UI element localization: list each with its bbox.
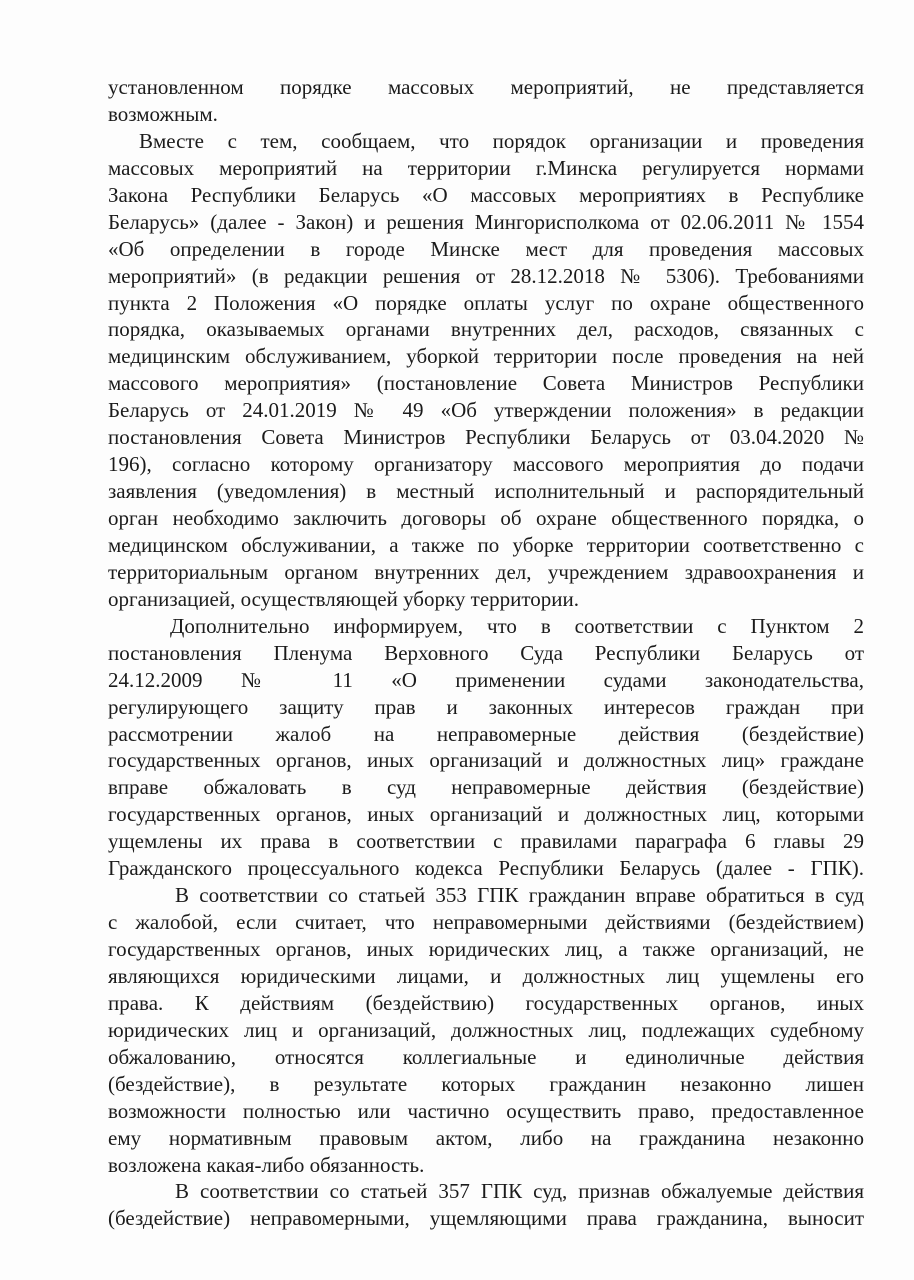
text-line: вправе обжаловать в суд неправомерные действия (бездействие)	[108, 775, 864, 800]
text-line: «Об определении в городе Минске мест для проведения массовых	[108, 236, 864, 261]
text-line: ущемлены их права в соответствии с правилами параграфа 6 главы 29	[108, 829, 864, 854]
text-line: 196), согласно которому организатору массового мероприятия до подачи	[108, 452, 864, 477]
text-line: порядка, оказываемых органами внутренних дел, расходов, связанных с	[108, 317, 864, 342]
text-line: мероприятий» (в редакции решения от 28.12.2018 № 5306). Требованиями	[108, 263, 864, 288]
text-line: постановления Пленума Верховного Суда Республики Беларусь от	[108, 640, 864, 665]
text-line: Закона Республики Беларусь «О массовых мероприятиях в Республике	[108, 182, 864, 207]
text-line: постановления Совета Министров Республики Беларусь от 03.04.2020 №	[108, 425, 864, 450]
text-line: с жалобой, если считает, что неправомерными действиями (бездействием)	[108, 910, 864, 935]
text-line: регулирующего защиту прав и законных интересов граждан при	[108, 694, 864, 719]
text-line: массовых мероприятий на территории г.Минска регулируется нормами	[108, 155, 864, 180]
text-line: государственных органов, иных организаций и должностных лиц» граждане	[108, 748, 864, 773]
text-line: права. К действиям (бездействию) государственных органов, иных	[108, 990, 864, 1015]
text-line: пункта 2 Положения «О порядке оплаты услуг по охране общественного	[108, 290, 864, 315]
paragraph-start-line: В соответствии со статьей 357 ГПК суд, признав обжалуемые действия	[175, 1179, 864, 1204]
text-line: организацией, осуществляющей уборку территории.	[108, 586, 580, 611]
text-line: территориальным органом внутренних дел, учреждением здравоохранения и	[108, 559, 864, 584]
text-line: рассмотрении жалоб на неправомерные действия (бездействие)	[108, 721, 864, 746]
paragraph-start-line: Вместе с тем, сообщаем, что порядок организации и проведения	[139, 128, 864, 153]
text-line: 24.12.2009 № 11 «О применении судами законодательства,	[108, 667, 864, 692]
text-line: государственных органов, иных организаций и должностных лиц, которыми	[108, 802, 864, 827]
text-line: юридических лиц и организаций, должностных лиц, подлежащих судебному	[108, 1017, 864, 1042]
text-line: ему нормативным правовым актом, либо на гражданина незаконно	[108, 1125, 864, 1150]
text-line: являющихся юридическими лицами, и должностных лиц ущемлены его	[108, 963, 864, 988]
paragraph-start-line: Дополнительно информируем, что в соответствии с Пунктом 2	[170, 613, 864, 638]
document-page	[108, 74, 864, 1232]
text-line: Гражданского процессуального кодекса Республики Беларусь (далее - ГПК).	[108, 856, 864, 881]
text-line: установленном порядке массовых мероприятий, не представляется	[108, 75, 864, 99]
text-line: медицинским обслуживанием, уборкой территории после проведения на ней	[108, 344, 864, 369]
text-line: (бездействие) неправомерными, ущемляющими права гражданина, выносит	[108, 1206, 864, 1231]
text-line: заявления (уведомления) в местный исполнительный и распорядительный	[108, 479, 864, 504]
text-line: орган необходимо заключить договоры об охране общественного порядка, о	[108, 506, 864, 530]
text-line: государственных органов, иных юридических лиц, а также организаций, не	[108, 937, 864, 961]
text-line: возложена какая-либо обязанность.	[108, 1152, 425, 1177]
text-line: возможности полностью или частично осуществить право, предоставленное	[108, 1098, 864, 1123]
text-line: Беларусь» (далее - Закон) и решения Мингорисполкома от 02.06.2011 № 1554	[108, 209, 864, 234]
paragraph-start-line: В соответствии со статьей 353 ГПК гражданин вправе обратиться в суд	[175, 883, 864, 908]
text-line: (бездействие), в результате которых гражданин незаконно лишен	[108, 1071, 864, 1096]
text-line: Беларусь от 24.01.2019 № 49 «Об утверждении положения» в редакции	[108, 398, 864, 423]
text-line: обжалованию, относятся коллегиальные и единоличные действия	[108, 1044, 864, 1069]
text-line: массового мероприятия» (постановление Совета Министров Республики	[108, 371, 864, 396]
text-line: медицинском обслуживании, а также по уборке территории соответственно с	[108, 532, 864, 557]
text-line: возможным.	[108, 101, 218, 126]
